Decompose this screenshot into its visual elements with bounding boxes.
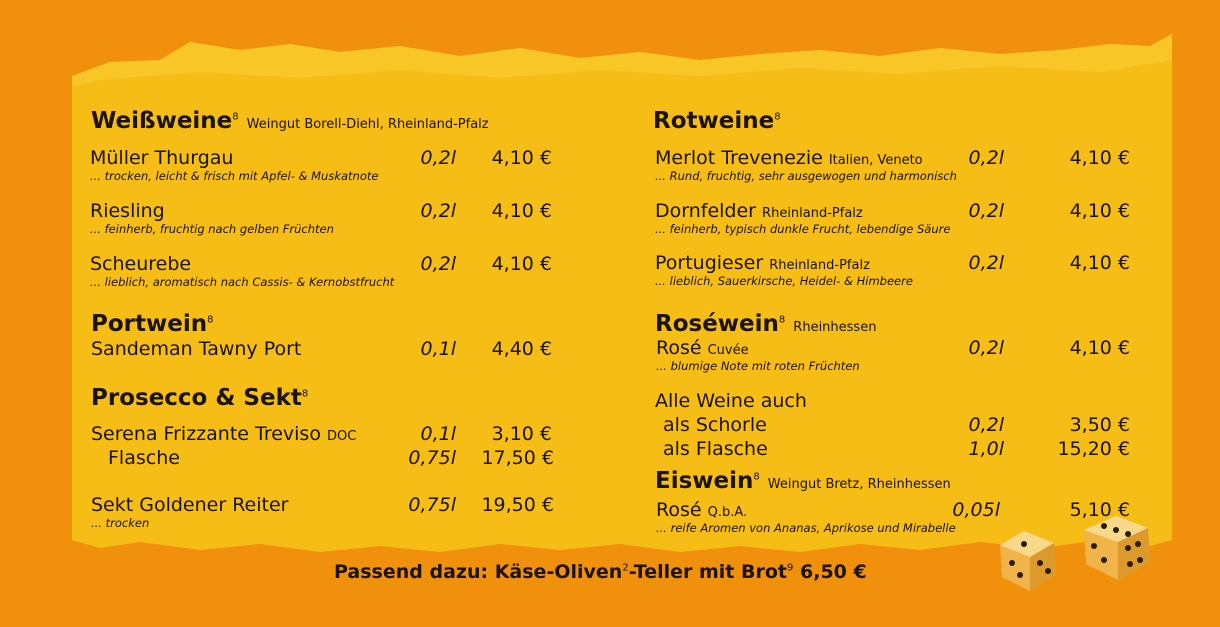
wine-price: 17,50 € [481, 447, 554, 469]
section-heading-prosecco-sekt: Prosecco & Sekt$^8$ [91, 385, 309, 411]
wine-price: 5,10 € [1069, 499, 1130, 521]
all-wines-heading: Alle Weine auch [655, 390, 807, 412]
dice-icon [990, 525, 1064, 601]
wine-description: ... lieblich, aromatisch nach Cassis- & Kernobstfrucht [90, 275, 395, 289]
wine-description: ... blumige Note mit roten Früchten [656, 359, 860, 373]
wine-name: Rosé Q.b.A. [656, 499, 748, 521]
wine-name: Dornfelder Rheinland-Pfalz [655, 200, 863, 222]
wine-price: 3,10 € [491, 423, 552, 445]
wine-volume: 0,05l [952, 499, 1000, 521]
wine-name: Merlot Trevenezie Italien, Veneto [655, 147, 923, 169]
wine-volume: 1,0l [968, 438, 1004, 460]
wine-description: ... feinherb, fruchtig nach gelben Früchten [90, 222, 334, 236]
wine-name: Müller Thurgau [90, 147, 234, 169]
wine-subtitle: Cuvée [707, 343, 749, 358]
wine-volume: 0,2l [420, 200, 456, 222]
wine-name: Rosé Cuvée [656, 337, 749, 359]
wine-name: Sekt Goldener Reiter [91, 494, 289, 516]
wine-name: Sandeman Tawny Port [91, 338, 302, 360]
wine-name: Serena Frizzante Treviso DOC [91, 423, 357, 445]
wine-volume: 0,2l [420, 147, 456, 169]
section-heading-eiswein: Eiswein$^8$ Weingut Bretz, Rheinhessen [655, 468, 951, 494]
wine-description: ... trocken, leicht & frisch mit Apfel- & Muskatnote [90, 169, 379, 183]
wine-volume: 0,2l [968, 252, 1004, 274]
wine-name: Scheurebe [90, 253, 192, 275]
doc-label: DOC [327, 429, 357, 444]
section-heading-portwein: Portwein$^8$ [91, 311, 214, 337]
wine-volume: 0,2l [968, 147, 1004, 169]
wine-volume: 0,75l [408, 447, 456, 469]
wine-origin: Italien, Veneto [828, 153, 923, 168]
wine-volume: 0,2l [420, 253, 456, 275]
wine-price: 4,10 € [1069, 337, 1130, 359]
wine-price: 4,10 € [1069, 147, 1130, 169]
wine-volume: 0,1l [420, 423, 456, 445]
wine-volume: 0,2l [968, 337, 1004, 359]
wine-description: ... lieblich, Sauerkirsche, Heidel- & Himbeere [655, 274, 913, 288]
wine-name: Flasche [108, 447, 180, 469]
wine-description: ... trocken [91, 516, 150, 530]
pairing-offer: Passend dazu: Käse-Oliven$^2$-Teller mit Brot$^9$ 6,50 € [334, 561, 867, 583]
wine-name: als Flasche [663, 438, 768, 460]
wine-price: 4,40 € [491, 338, 552, 360]
wine-subtitle: Q.b.A. [707, 505, 748, 520]
wine-name: als Schorle [663, 414, 767, 436]
wine-price: 4,10 € [1069, 252, 1130, 274]
dice-icon [1076, 508, 1156, 590]
wine-volume: 0,1l [420, 338, 456, 360]
section-heading-rosewein: Roséwein$^8$ Rheinhessen [655, 311, 877, 337]
wine-price: 15,20 € [1057, 438, 1130, 460]
wine-price: 4,10 € [1069, 200, 1130, 222]
wine-name: Riesling [90, 200, 165, 222]
wine-volume: 0,75l [408, 494, 456, 516]
wine-description: ... feinherb, typisch dunkle Frucht, lebendige Säure [655, 222, 951, 236]
wine-origin: Rheinland-Pfalz [762, 206, 863, 221]
wine-price: 4,10 € [491, 147, 552, 169]
wine-name: Portugieser Rheinland-Pfalz [655, 252, 870, 274]
wine-price: 4,10 € [491, 253, 552, 275]
wine-description: ... reife Aromen von Ananas, Aprikose und Mirabelle [656, 521, 956, 535]
section-heading-weissweine: Weißweine$^8$ Weingut Borell-Diehl, Rheinland-Pfalz [91, 108, 489, 134]
wine-description: ... Rund, fruchtig, sehr ausgewogen und harmonisch [655, 169, 957, 183]
wine-origin: Rheinland-Pfalz [769, 258, 870, 273]
wine-price: 4,10 € [491, 200, 552, 222]
wine-volume: 0,2l [968, 200, 1004, 222]
wine-price: 3,50 € [1069, 414, 1130, 436]
section-heading-rotweine: Rotweine$^8$ [653, 108, 781, 134]
wine-volume: 0,2l [968, 414, 1004, 436]
wine-price: 19,50 € [481, 494, 554, 516]
